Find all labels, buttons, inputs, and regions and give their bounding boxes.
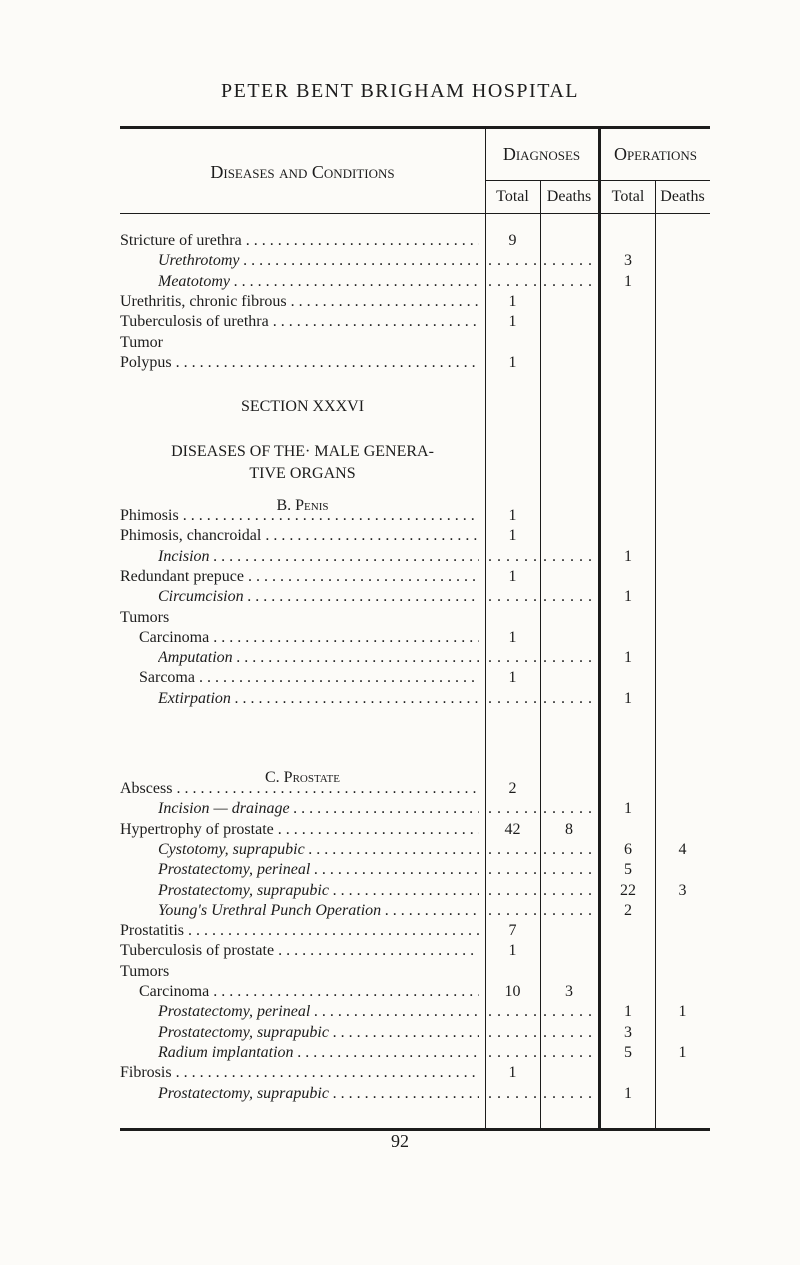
table-row	[0, 629, 800, 651]
row-label: Phimosis, chancroidal . . .	[120, 527, 479, 545]
table-row	[0, 568, 800, 590]
diagnoses-total-cell: 1	[508, 942, 517, 960]
subheader-operations-deaths: Deaths	[660, 188, 705, 205]
table-row	[0, 273, 800, 295]
row-label: Radium implantation . . .	[158, 1044, 479, 1062]
row-label: Amputation . . .	[158, 649, 479, 667]
diagnoses-deaths-leader	[543, 588, 596, 606]
row-label: Meatotomy . . .	[158, 273, 479, 291]
diagnoses-total-cell: 1	[508, 1064, 517, 1082]
subheader-operations-total: Total	[611, 188, 645, 205]
operations-total-cell: 5	[624, 861, 632, 879]
row-label: Young's Urethral Punch Operation . . .	[158, 902, 479, 920]
diagnoses-deaths-cell: 8	[565, 820, 573, 838]
diagnoses-deaths-leader	[543, 800, 596, 818]
diagnoses-deaths-leader	[543, 882, 596, 900]
diagnoses-total-cell: 1	[508, 353, 517, 371]
row-label: Carcinoma . . .	[139, 983, 479, 1001]
diagnoses-total-cell: 1	[508, 292, 517, 310]
table-row	[0, 821, 800, 843]
diagnoses-total-cell: 1	[508, 669, 517, 687]
column-header-diagnoses: Diagnoses	[502, 144, 581, 164]
page-number: 92	[391, 1131, 409, 1151]
row-label: Sarcoma . . .	[139, 669, 479, 687]
table-row	[0, 983, 800, 1005]
operations-deaths-cell: 1	[678, 1003, 687, 1021]
diagnoses-total-cell: 1	[508, 507, 517, 524]
operations-total-cell: 1	[624, 272, 632, 290]
table-row	[0, 588, 800, 610]
diagnoses-total-leader	[488, 800, 538, 818]
table-row	[0, 963, 800, 985]
table-row	[0, 780, 800, 802]
diagnoses-total-leader	[488, 1024, 538, 1042]
row-label: Prostatitis . . .	[120, 922, 479, 940]
operations-total-cell: 1	[624, 1003, 632, 1021]
row-label: Extirpation . . .	[158, 690, 479, 708]
table-row	[0, 1024, 800, 1046]
operations-total-cell: 6	[624, 840, 632, 858]
row-label: Fibrosis . . .	[120, 1064, 479, 1082]
row-label: Tumor	[120, 333, 163, 351]
table-row	[0, 649, 800, 671]
operations-deaths-cell: 3	[678, 881, 687, 899]
diagnoses-total-cell: 10	[504, 983, 521, 1000]
diagnoses-deaths-leader	[543, 690, 596, 708]
diagnoses-deaths-leader	[543, 1024, 596, 1042]
diagnoses-deaths-leader	[543, 1044, 596, 1062]
section-number: SECTION XXXVI	[240, 398, 365, 415]
row-label: Tuberculosis of prostate . . .	[120, 942, 479, 960]
diagnoses-total-leader	[488, 882, 538, 900]
diagnoses-deaths-leader	[543, 548, 596, 566]
row-label: Redundant prepuce . . .	[120, 568, 479, 586]
operations-total-cell: 1	[624, 588, 632, 606]
diagnoses-total-leader	[488, 252, 538, 270]
diagnoses-deaths-leader	[543, 1085, 596, 1103]
operations-total-cell: 3	[624, 1023, 632, 1041]
diagnoses-total-leader	[488, 649, 538, 667]
diagnoses-total-cell: 1	[508, 628, 517, 646]
diagnoses-total-leader	[488, 902, 538, 920]
table-row	[0, 902, 800, 924]
table-row	[0, 1003, 800, 1025]
page-header: PETER BENT BRIGHAM HOSPITAL	[221, 80, 579, 102]
diagnoses-deaths-leader	[543, 273, 596, 291]
table-row	[0, 669, 800, 691]
table-row	[0, 690, 800, 712]
diagnoses-total-leader	[488, 588, 538, 606]
row-label: Circumcision . . .	[158, 588, 479, 606]
table-row	[0, 609, 800, 631]
operations-total-cell: 1	[624, 547, 632, 565]
table-row	[0, 548, 800, 570]
subheader-diagnoses-deaths: Deaths	[546, 188, 592, 205]
column-header-diseases: Diseases and Conditions	[210, 162, 395, 182]
operations-total-cell: 5	[624, 1043, 632, 1061]
diagnoses-total-leader	[488, 690, 538, 708]
subsection-penis: B. Penis	[276, 497, 329, 514]
table-row	[0, 841, 800, 863]
row-label: Urethrotomy . . .	[158, 252, 479, 270]
diagnoses-deaths-leader	[543, 861, 596, 879]
diagnoses-total-leader	[488, 273, 538, 291]
operations-deaths-cell: 1	[678, 1043, 687, 1061]
diagnoses-deaths-leader	[543, 902, 596, 920]
row-label: Cystotomy, suprapubic . . .	[158, 841, 479, 859]
table-row	[0, 942, 800, 964]
diagnoses-deaths-leader	[543, 1003, 596, 1021]
diagnoses-total-leader	[488, 548, 538, 566]
row-label: Carcinoma . . .	[139, 629, 479, 647]
operations-total-cell: 1	[624, 649, 632, 667]
diagnoses-total-cell: 42	[504, 820, 521, 838]
row-label: Abscess . . .	[120, 780, 479, 798]
table-row	[0, 354, 800, 376]
operations-total-cell: 1	[624, 1084, 632, 1102]
table-row	[0, 334, 800, 356]
operations-total-cell: 1	[624, 689, 632, 707]
operations-total-cell: 3	[624, 252, 632, 270]
row-label: Tumors	[120, 962, 170, 980]
row-label: Prostatectomy, suprapubic . . .	[158, 882, 479, 900]
diagnoses-total-cell: 7	[508, 922, 517, 940]
table-row	[0, 1064, 800, 1086]
row-label: Prostatectomy, perineal . . .	[158, 861, 479, 879]
table-row	[0, 232, 800, 254]
table-row	[0, 507, 800, 529]
section-title-line1: DISEASES OF THE· MALE GENERA-	[171, 443, 434, 460]
row-label: Urethritis, chronic fibrous . . .	[120, 293, 479, 311]
operations-total-cell: 22	[620, 881, 636, 899]
row-label: Tumors	[120, 608, 170, 626]
diagnoses-deaths-leader	[543, 649, 596, 667]
table-row	[0, 527, 800, 549]
table-row	[0, 313, 800, 335]
diagnoses-total-leader	[488, 861, 538, 879]
diagnoses-total-leader	[488, 1085, 538, 1103]
row-label: Hypertrophy of prostate . . .	[120, 821, 479, 839]
diagnoses-total-cell: 9	[508, 232, 517, 249]
diagnoses-total-leader	[488, 1003, 538, 1021]
row-label: Prostatectomy, perineal . . .	[158, 1003, 479, 1021]
diagnoses-total-leader	[488, 1044, 538, 1062]
row-label: Incision — drainage . . .	[158, 800, 479, 818]
column-header-operations: Operations	[613, 144, 698, 164]
header-bottom-rule	[120, 213, 710, 214]
table-row	[0, 861, 800, 883]
table-row	[0, 1044, 800, 1066]
row-label: Tuberculosis of urethra . . .	[120, 313, 479, 331]
row-label: Phimosis . . .	[120, 507, 479, 525]
diagnoses-total-leader	[488, 841, 538, 859]
row-label: Stricture of urethra . . .	[120, 232, 479, 250]
table-row	[0, 882, 800, 904]
diagnoses-total-cell: 1	[508, 527, 517, 545]
diagnoses-deaths-leader	[543, 252, 596, 270]
row-label: Polypus . . .	[120, 354, 479, 372]
diagnoses-deaths-cell: 3	[565, 983, 573, 1000]
diagnoses-deaths-leader	[543, 841, 596, 859]
diagnoses-total-cell: 1	[508, 567, 517, 585]
top-rule	[120, 126, 710, 129]
row-label: Prostatectomy, suprapubic . . .	[158, 1085, 479, 1103]
operations-total-cell: 1	[624, 800, 632, 818]
table-row	[0, 922, 800, 944]
diagnoses-total-cell: 1	[508, 313, 517, 331]
operations-deaths-cell: 4	[678, 840, 687, 858]
row-label: Incision . . .	[158, 548, 479, 566]
row-label: Prostatectomy, suprapubic . . .	[158, 1024, 479, 1042]
section-title-line2: TIVE ORGANS	[249, 465, 356, 482]
subheader-diagnoses-total: Total	[496, 188, 529, 205]
operations-total-cell: 2	[624, 901, 632, 919]
table-row	[0, 293, 800, 315]
table-row	[0, 1085, 800, 1107]
diagnoses-total-cell: 2	[508, 780, 517, 797]
table-row	[0, 252, 800, 274]
subsection-prostate: C. Prostate	[265, 769, 340, 786]
table-row	[0, 800, 800, 822]
